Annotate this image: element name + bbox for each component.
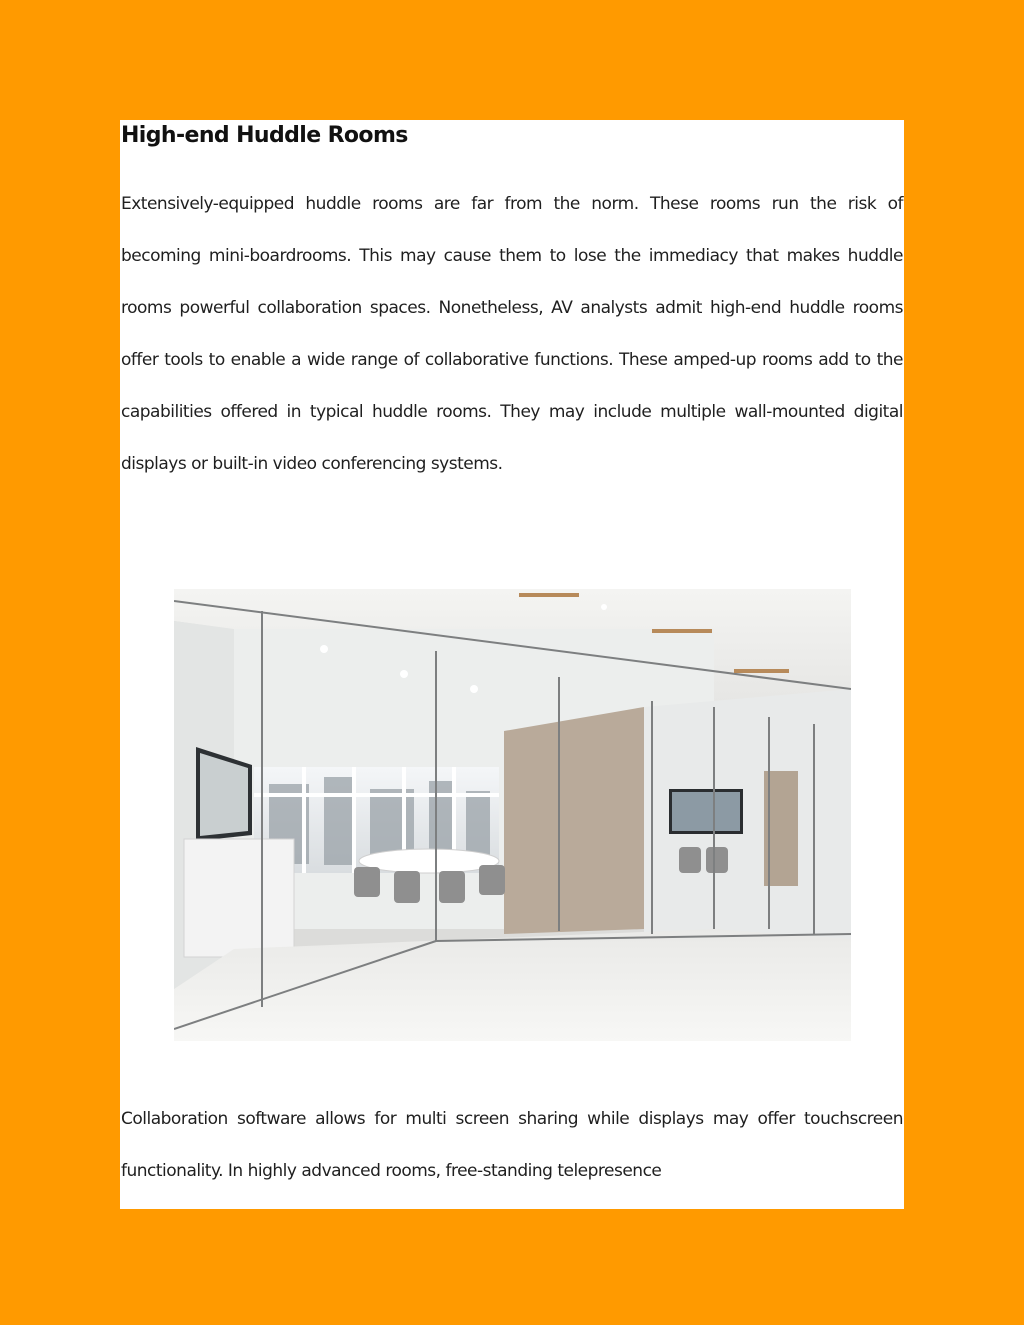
huddle-room-photo <box>174 589 851 1041</box>
section-heading: High-end Huddle Rooms <box>121 123 408 148</box>
body-paragraph-1: Extensively-equipped huddle rooms are far from the norm. These rooms run the risk of becoming mini-boardrooms. This may cause them to lose the immediacy that makes huddle rooms powerful collaboration spaces. Nonetheless, AV analysts admit high-end huddle rooms offer tools to enable a wide range of collaborative functions. These amped-up rooms add to the capabilities offered in typical huddle rooms. They may include multiple wall-mounted digital displays or built-in video conferencing systems. <box>121 194 903 474</box>
body-paragraph-2: Collaboration software allows for multi screen sharing while displays may offer touchscreen functionality. In highly advanced rooms, free-standing telepresence <box>121 1109 903 1181</box>
document-page <box>120 120 904 1209</box>
